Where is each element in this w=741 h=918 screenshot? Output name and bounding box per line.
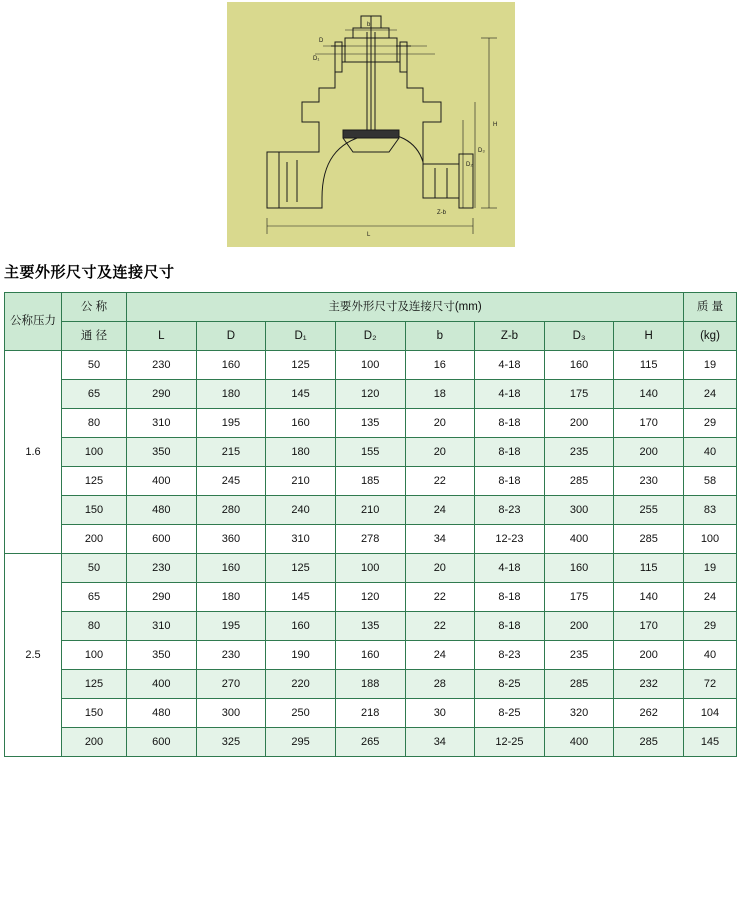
cell-D: 270 <box>196 670 266 699</box>
cell-D1: 180 <box>266 438 336 467</box>
cell-Zb: 8-18 <box>475 612 545 641</box>
cell-kg: 24 <box>684 380 737 409</box>
figure-label-b: b <box>366 22 370 28</box>
cell-D1: 240 <box>266 496 336 525</box>
cell-D: 360 <box>196 525 266 554</box>
cell-D1: 210 <box>266 467 336 496</box>
table-row <box>5 496 737 525</box>
cell-dn: 125 <box>62 670 127 699</box>
cell-b: 24 <box>405 496 475 525</box>
cell-Zb: 4-18 <box>475 380 545 409</box>
valve-drawing-svg <box>227 2 515 247</box>
cell-Zb: 8-23 <box>475 641 545 670</box>
group-pressure-cell: 2.5 <box>5 554 62 757</box>
cell-D1: 145 <box>266 380 336 409</box>
cell-H: 200 <box>614 641 684 670</box>
cell-Zb: 8-18 <box>475 409 545 438</box>
figure-label-D3: D₃ <box>477 148 485 154</box>
cell-D: 180 <box>196 583 266 612</box>
cell-L: 350 <box>127 438 197 467</box>
cell-H: 232 <box>614 670 684 699</box>
cell-Zb: 8-25 <box>475 670 545 699</box>
cell-kg: 40 <box>684 438 737 467</box>
cell-b: 20 <box>405 554 475 583</box>
cell-dn: 50 <box>62 351 127 380</box>
cell-H: 285 <box>614 525 684 554</box>
cell-D1: 190 <box>266 641 336 670</box>
cell-L: 290 <box>127 583 197 612</box>
cell-b: 18 <box>405 380 475 409</box>
cell-D2: 155 <box>335 438 405 467</box>
header-group-title: 主要外形尺寸及连接尺寸(mm) <box>127 293 684 322</box>
table-row <box>5 438 737 467</box>
cell-Zb: 8-18 <box>475 583 545 612</box>
cell-b: 22 <box>405 583 475 612</box>
cell-D3: 400 <box>544 728 614 757</box>
cell-D: 160 <box>196 554 266 583</box>
cell-L: 600 <box>127 525 197 554</box>
cell-H: 200 <box>614 438 684 467</box>
cell-D2: 265 <box>335 728 405 757</box>
table-head <box>5 293 737 351</box>
figure-label-D: D <box>318 38 323 44</box>
table-row <box>5 641 737 670</box>
cell-b: 30 <box>405 699 475 728</box>
cell-Zb: 8-25 <box>475 699 545 728</box>
cell-D: 215 <box>196 438 266 467</box>
cell-D3: 300 <box>544 496 614 525</box>
valve-cross-section-drawing <box>227 2 515 247</box>
header-pressure: 公称压力 <box>5 293 62 351</box>
cell-b: 16 <box>405 351 475 380</box>
cell-D1: 160 <box>266 409 336 438</box>
cell-D3: 285 <box>544 670 614 699</box>
cell-H: 230 <box>614 467 684 496</box>
cell-D: 230 <box>196 641 266 670</box>
cell-kg: 145 <box>684 728 737 757</box>
cell-D1: 295 <box>266 728 336 757</box>
cell-kg: 100 <box>684 525 737 554</box>
cell-dn: 100 <box>62 641 127 670</box>
cell-D3: 175 <box>544 380 614 409</box>
table-row <box>5 670 737 699</box>
cell-L: 400 <box>127 670 197 699</box>
cell-H: 170 <box>614 409 684 438</box>
cell-L: 230 <box>127 351 197 380</box>
cell-b: 24 <box>405 641 475 670</box>
header-mass-line2: (kg) <box>684 322 737 351</box>
figure-label-D2: D₂ <box>465 162 473 168</box>
cell-H: 262 <box>614 699 684 728</box>
cell-L: 600 <box>127 728 197 757</box>
cell-dn: 150 <box>62 496 127 525</box>
cell-D1: 160 <box>266 612 336 641</box>
cell-D2: 218 <box>335 699 405 728</box>
figure-label-L: L <box>366 232 370 238</box>
cell-dn: 200 <box>62 728 127 757</box>
table-body <box>5 351 737 757</box>
cell-Zb: 12-25 <box>475 728 545 757</box>
header-mass-line1: 质 量 <box>684 293 737 322</box>
figure-container <box>0 0 741 247</box>
table-row <box>5 467 737 496</box>
cell-L: 480 <box>127 699 197 728</box>
cell-Zb: 12-23 <box>475 525 545 554</box>
cell-dn: 65 <box>62 380 127 409</box>
figure-label-Zb: Z-b <box>436 210 446 216</box>
table-row <box>5 351 737 380</box>
cell-L: 400 <box>127 467 197 496</box>
cell-Zb: 8-18 <box>475 467 545 496</box>
cell-b: 22 <box>405 467 475 496</box>
cell-kg: 29 <box>684 612 737 641</box>
cell-H: 255 <box>614 496 684 525</box>
cell-b: 20 <box>405 438 475 467</box>
cell-D2: 120 <box>335 380 405 409</box>
cell-H: 140 <box>614 380 684 409</box>
table-row <box>5 409 737 438</box>
cell-D2: 188 <box>335 670 405 699</box>
cell-b: 34 <box>405 525 475 554</box>
figure-label-H: H <box>492 122 497 128</box>
cell-dn: 50 <box>62 554 127 583</box>
cell-kg: 72 <box>684 670 737 699</box>
table-row <box>5 583 737 612</box>
cell-L: 230 <box>127 554 197 583</box>
cell-D1: 125 <box>266 351 336 380</box>
cell-L: 480 <box>127 496 197 525</box>
cell-D3: 285 <box>544 467 614 496</box>
cell-D: 180 <box>196 380 266 409</box>
cell-D3: 160 <box>544 351 614 380</box>
cell-b: 34 <box>405 728 475 757</box>
cell-D2: 278 <box>335 525 405 554</box>
cell-D3: 235 <box>544 641 614 670</box>
table-header-row-2 <box>5 322 737 351</box>
section-title: 主要外形尺寸及连接尺寸 <box>4 264 175 281</box>
header-nominal-diameter-line1: 公 称 <box>62 293 127 322</box>
header-nominal-diameter-line2: 通 径 <box>62 322 127 351</box>
header-col-b: b <box>405 322 475 351</box>
cell-D: 325 <box>196 728 266 757</box>
cell-Zb: 4-18 <box>475 351 545 380</box>
cell-D: 300 <box>196 699 266 728</box>
cell-D2: 185 <box>335 467 405 496</box>
cell-kg: 58 <box>684 467 737 496</box>
cell-D1: 250 <box>266 699 336 728</box>
cell-H: 115 <box>614 351 684 380</box>
cell-b: 22 <box>405 612 475 641</box>
cell-kg: 104 <box>684 699 737 728</box>
cell-D1: 145 <box>266 583 336 612</box>
cell-b: 28 <box>405 670 475 699</box>
header-col-Zb: Z-b <box>475 322 545 351</box>
cell-D3: 400 <box>544 525 614 554</box>
cell-dn: 80 <box>62 409 127 438</box>
header-col-L: L <box>127 322 197 351</box>
header-col-H: H <box>614 322 684 351</box>
group-pressure-cell: 1.6 <box>5 351 62 554</box>
cell-D2: 135 <box>335 409 405 438</box>
cell-D3: 200 <box>544 409 614 438</box>
cell-L: 350 <box>127 641 197 670</box>
cell-D: 195 <box>196 612 266 641</box>
cell-kg: 40 <box>684 641 737 670</box>
cell-dn: 125 <box>62 467 127 496</box>
cell-H: 285 <box>614 728 684 757</box>
table-row <box>5 699 737 728</box>
cell-L: 310 <box>127 612 197 641</box>
table-header-row-1 <box>5 293 737 322</box>
cell-D: 160 <box>196 351 266 380</box>
table-row <box>5 612 737 641</box>
cell-dn: 150 <box>62 699 127 728</box>
cell-Zb: 8-18 <box>475 438 545 467</box>
cell-Zb: 4-18 <box>475 554 545 583</box>
cell-D3: 200 <box>544 612 614 641</box>
cell-D: 195 <box>196 409 266 438</box>
table-row <box>5 728 737 757</box>
cell-D: 280 <box>196 496 266 525</box>
cell-kg: 83 <box>684 496 737 525</box>
cell-D2: 100 <box>335 554 405 583</box>
cell-D: 245 <box>196 467 266 496</box>
figure-label-D1: D₁ <box>312 56 319 62</box>
cell-dn: 200 <box>62 525 127 554</box>
dimensions-table-container <box>0 292 741 757</box>
table-row <box>5 554 737 583</box>
cell-D2: 100 <box>335 351 405 380</box>
cell-D3: 160 <box>544 554 614 583</box>
cell-D3: 235 <box>544 438 614 467</box>
cell-dn: 65 <box>62 583 127 612</box>
cell-Zb: 8-23 <box>475 496 545 525</box>
cell-kg: 19 <box>684 554 737 583</box>
cell-dn: 80 <box>62 612 127 641</box>
header-col-D3: D₃ <box>544 322 614 351</box>
table-row <box>5 525 737 554</box>
cell-H: 115 <box>614 554 684 583</box>
cell-D1: 220 <box>266 670 336 699</box>
cell-H: 170 <box>614 612 684 641</box>
cell-L: 290 <box>127 380 197 409</box>
header-col-D1: D₁ <box>266 322 336 351</box>
dimensions-table <box>4 292 737 757</box>
cell-L: 310 <box>127 409 197 438</box>
table-row <box>5 380 737 409</box>
cell-H: 140 <box>614 583 684 612</box>
cell-kg: 29 <box>684 409 737 438</box>
header-col-D: D <box>196 322 266 351</box>
cell-b: 20 <box>405 409 475 438</box>
cell-D1: 310 <box>266 525 336 554</box>
cell-dn: 100 <box>62 438 127 467</box>
cell-kg: 19 <box>684 351 737 380</box>
cell-D2: 135 <box>335 612 405 641</box>
cell-D2: 160 <box>335 641 405 670</box>
cell-kg: 24 <box>684 583 737 612</box>
cell-D2: 120 <box>335 583 405 612</box>
cell-D1: 125 <box>266 554 336 583</box>
cell-D3: 175 <box>544 583 614 612</box>
cell-D3: 320 <box>544 699 614 728</box>
header-col-D2: D₂ <box>335 322 405 351</box>
cell-D2: 210 <box>335 496 405 525</box>
